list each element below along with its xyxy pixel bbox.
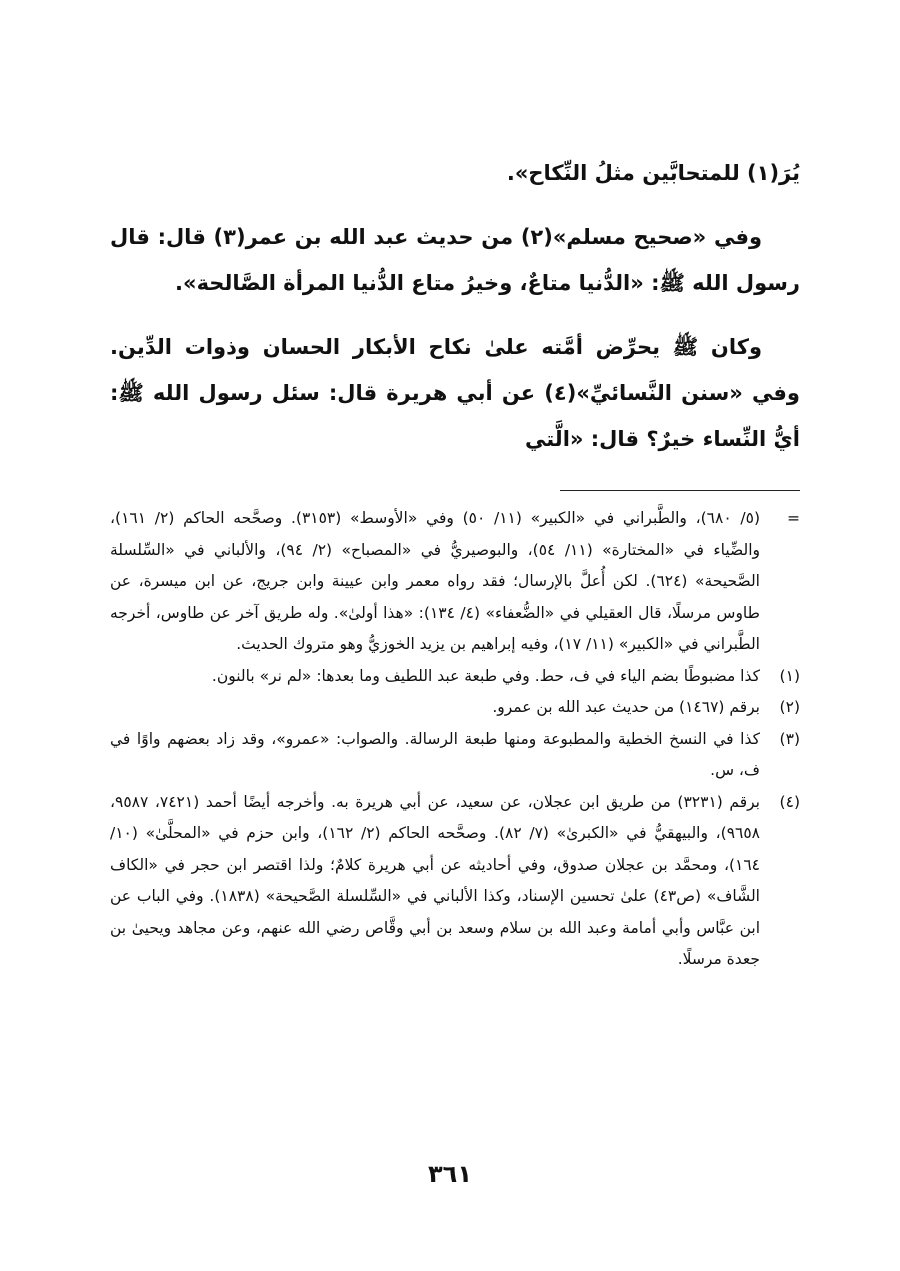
footnote-marker: (٣) <box>779 729 800 748</box>
main-text <box>110 150 800 480</box>
footnote-marker: (٢) <box>779 698 800 716</box>
footnote-text: كذا مضبوطًا بضم الياء في ف، حط. وفي طبعة عبد اللطيف وما بعدها: «لم نر» بالنون. <box>211 666 760 685</box>
footnote-text: (٥/ ٦٨٠)، والطَّبراني في «الكبير» (١١/ ٥٠) وفي «الأوسط» (٣١٥٣). وصحَّحه الحاكم (٢/ ١٦١)، والضِّياء في «المختارة» (١١/ ٥٤)، والبوصيريُّ في «المصباح» (٢/ ٩٤)، والألباني في «السِّلسلة الصَّحيحة» (٦٢٤). لكن أُعلَّ بالإرسال؛ فقد رواه معمر وابن عيينة وابن جريج، عن ابن ميسرة، عن طاوس مرسلًا، قال العقيلي في «الضُّعفاء» (٤/ ١٣٤): «هذا أولىٰ». وله طريق آخر عن طاوس، أخرجه الطَّبراني في «الكبير» (١١/ ١٧)، وفيه إبراهيم بن يزيد الخوزيُّ وهو متروك الحديث. <box>110 509 760 653</box>
main-paragraph: وكان ﷺ يحرِّض أمَّته علىٰ نكاح الأبكار الحسان وذوات الدِّين. وفي «سنن النَّسائيِّ»(٤) عن أبي هريرة قال: سئل رسول الله ﷺ: أيُّ النِّساء خيرٌ؟ قال: «الَّتي <box>110 335 800 451</box>
footnotes <box>110 503 800 976</box>
main-paragraph: يُرَ(١) للمتحابَّين مثلُ النِّكاح». <box>506 161 800 185</box>
footnote-1 <box>110 661 800 693</box>
footnote-text: كذا في النسخ الخطية والمطبوعة ومنها طبعة الرسالة. والصواب: «عمرو»، وقد زاد بعضهم واوًا في ف، س. <box>110 729 760 779</box>
footnote-2 <box>110 692 800 724</box>
footnote-continued <box>110 503 800 661</box>
footnote-4 <box>110 787 800 976</box>
footnote-marker: = <box>787 509 800 527</box>
footnote-text: برقم (٣٢٣١) من طريق ابن عجلان، عن سعيد، عن أبي هريرة به. وأخرجه أيضًا أحمد (٧٤٢١، ٩٥٨٧، ٩٦٥٨)، والبيهقيُّ في «الكبرىٰ» (٧/ ٨٢). وصحَّحه الحاكم (٢/ ١٦٢)، وابن حزم في «المحلَّىٰ» (١٠/ ١٦٤)، ومحمَّد بن عجلان صدوق، وفي أحاديثه عن أبي هريرة كلامٌ؛ ولذا اقتصر ابن حجر في «الكاف الشَّاف» (ص٤٣) علىٰ تحسين الإسناد، وكذا الألباني في «السِّلسلة الصَّحيحة» (١٨٣٨). وفي الباب عن ابن عبَّاس وأبي أمامة وعبد الله بن سلام وسعد بن أبي وقَّاص رضي الله عنهم، وعن مجاهد ويحيىٰ بن جعدة مرسلًا. <box>110 792 760 968</box>
main-paragraph: وفي «صحيح مسلم»(٢) من حديث عبد الله بن عمر(٣) قال: قال رسول الله ﷺ: «الدُّنيا متاعٌ، وخيرُ متاع الدُّنيا المرأة الصَّالحة». <box>110 225 800 295</box>
footnote-3 <box>110 724 800 787</box>
footnote-marker: (١) <box>779 666 800 685</box>
page-number: ٣٦١ <box>428 1160 472 1188</box>
footnote-marker: (٤) <box>779 792 800 811</box>
footnote-separator <box>560 490 800 491</box>
footnote-text: برقم (١٤٦٧) من حديث عبد الله بن عمرو. <box>492 698 760 716</box>
